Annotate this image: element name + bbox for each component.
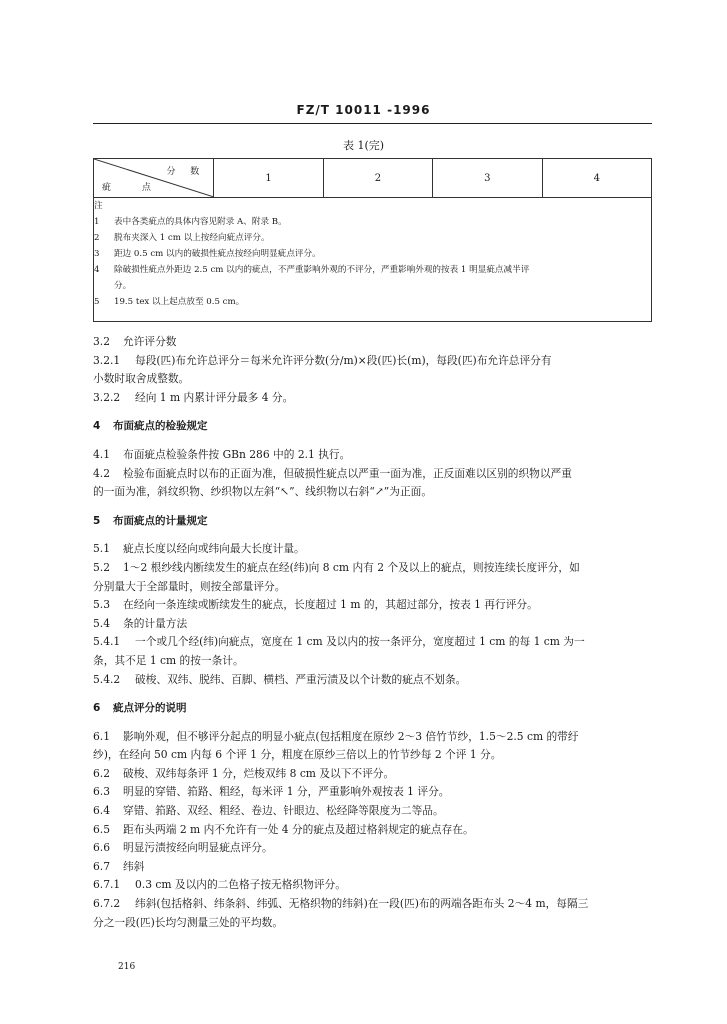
- score-column-4: 4: [542, 159, 651, 198]
- notes-cell: [94, 198, 652, 322]
- section-6-5: 6.5 距布头两端 2 m 内不允许有一处 4 分的疵点及超过格斜规定的疵点存在。: [93, 822, 474, 836]
- standard-code-header: FZ/T 10011 -1996: [296, 103, 431, 117]
- note-continuation: 分。: [114, 281, 132, 291]
- heading-6: 6 疵点评分的说明: [93, 702, 187, 715]
- section-6-3: 6.3 明显的穿错、筘路、粗经，每米评 1 分，严重影响外观按表 1 评分。: [93, 785, 450, 799]
- note-item: 3 距边 0.5 cm 以内的破损性疵点按经向明显疵点评分。: [94, 249, 321, 259]
- section-5-4-1: 5.4.1 一个或几个经(纬)向疵点，宽度在 1 cm 及以内的按一条评分，宽度超过 1 cm 的每 1 cm 为一: [93, 635, 585, 649]
- page-number: 216: [118, 962, 136, 972]
- table-header-row: [94, 159, 652, 198]
- note-item: 5 19.5 tex 以上起点放至 0.5 cm。: [94, 297, 245, 307]
- defect-score-table: [93, 158, 652, 322]
- section-3-2-2: 3.2.2 经向 1 m 内累计评分最多 4 分。: [93, 390, 294, 404]
- section-4-1: 4.1 布面疵点检验条件按 GBn 286 中的 2.1 执行。: [93, 447, 351, 461]
- header-rule: [93, 123, 652, 124]
- notes-title: 注: [94, 201, 103, 211]
- section-6-1: 6.1 影响外观，但不够评分起点的明显小疵点(包括粗度在原纱 2～3 倍竹节纱，1.5～2.5 cm 的带纡: [93, 729, 579, 743]
- section-6-2: 6.2 破梭、双纬每条评 1 分，烂梭双纬 8 cm 及以下不评分。: [93, 766, 395, 780]
- section-4-2: 4.2 检验布面疵点时以布的正面为准，但破损性疵点以严重一面为准，正反面难以区别的织物以严重: [93, 466, 572, 480]
- score-column-2: 2: [323, 159, 432, 198]
- section-3-2-1-cont: 小数时取舍成整数。: [93, 372, 190, 386]
- note-item: 1 表中各类疵点的具体内容见附录 A、附录 B。: [94, 217, 287, 227]
- heading-5: 5 布面疵点的计量规定: [93, 514, 208, 527]
- body-text: [93, 333, 658, 932]
- section-3-2: 3.2 允许评分数: [93, 335, 177, 348]
- defect-axis-label: 疵 点: [102, 183, 165, 193]
- section-5-1: 5.1 疵点长度以经向或纬向最大长度计量。: [93, 542, 305, 556]
- section-5-3: 5.3 在经向一条连续或断续发生的疵点，长度超过 1 m 的，其超过部分，按表 1 再行评分。: [93, 598, 538, 612]
- section-3-2-1: 3.2.1 每段(匹)布允许总评分＝每米允许评分数(分/m)×段(匹)长(m)，每段(匹)布允许总评分有: [93, 353, 552, 367]
- score-column-1: 1: [214, 159, 323, 198]
- section-6-1-cont: 纱)，在经向 50 cm 内每 6 个评 1 分，粗度在原纱三倍以上的竹节纱每 2 个评 1 分。: [93, 748, 502, 762]
- section-5-4-2: 5.4.2 破梭、双纬、脱纬、百脚、横档、严重污渍及以个计数的疵点不划条。: [93, 672, 467, 686]
- section-6-4: 6.4 穿错、筘路、双经、粗经、卷边、针眼边、松经降等限度为二等品。: [93, 804, 444, 818]
- section-6-7-1: 6.7.1 0.3 cm 及以内的二色格子按无格织物评分。: [93, 878, 346, 892]
- score-axis-label: 分 数: [166, 167, 206, 177]
- table-notes-row: [94, 198, 652, 322]
- heading-4: 4 布面疵点的检验规定: [93, 420, 208, 433]
- section-5-2-cont: 分别量大于全部量时，则按全部量评分。: [93, 579, 286, 593]
- section-6-6: 6.6 明显污渍按经向明显疵点评分。: [93, 841, 273, 855]
- section-6-7: 6.7 纬斜: [93, 859, 145, 873]
- diagonal-header-cell: [94, 159, 214, 198]
- section-4-2-cont: 的一面为准，斜纹织物、纱织物以左斜“↖”、线织物以右斜“↗”为正面。: [93, 485, 433, 499]
- section-5-2: 5.2 1～2 根纱线内断续发生的疵点在经(纬)向 8 cm 内有 2 个及以上的疵点，则按连续长度评分，如: [93, 560, 580, 574]
- section-5-4-1-cont: 条，其不足 1 cm 的按一条计。: [93, 653, 244, 667]
- note-item: 2 脱布夹深入 1 cm 以上按经向疵点评分。: [94, 233, 270, 243]
- note-item: 4 除破损性疵点外距边 2.5 cm 以内的疵点，不严重影响外观的不评分，严重影响外观的按表 1 明显疵点减半评: [94, 265, 530, 275]
- table-title: 表 1(完): [342, 139, 385, 152]
- section-6-7-2-cont: 分之一段(匹)长均匀测量三处的平均数。: [93, 915, 284, 929]
- section-5-4: 5.4 条的计量方法: [93, 616, 188, 630]
- section-6-7-2: 6.7.2 纬斜(包括格斜、纬条斜、纬弧、无格织物的纬斜)在一段(匹)布的两端各距布头 2～4 m，每隔三: [93, 897, 589, 911]
- score-column-3: 3: [433, 159, 542, 198]
